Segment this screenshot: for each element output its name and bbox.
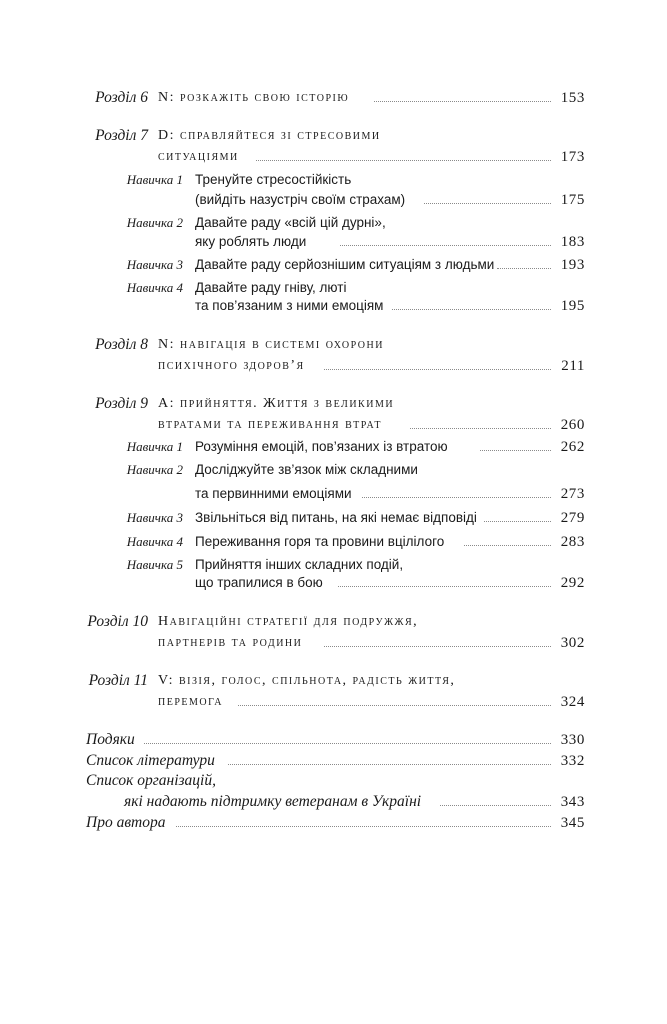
dot-leader (497, 268, 551, 269)
skill-label: Навичка 3 (126, 510, 183, 525)
page-number: 260 (560, 417, 585, 433)
skill-label: Навичка 2 (126, 215, 183, 230)
chapter-title-line-1: V: візія, голос, спільнота, радість життя, (158, 673, 456, 688)
dot-leader (228, 764, 551, 765)
skill-label: Навичка 1 (126, 439, 183, 454)
skill-title-line-2: що трапилися в бою (195, 575, 323, 590)
skill-label: Навичка 3 (126, 257, 183, 272)
dot-leader (440, 805, 551, 806)
toc-entry-chapter-9-cont[interactable] (0, 413, 667, 437)
skill-title: Давайте раду серйознішим ситуаціям з людьми (195, 257, 495, 272)
dot-leader (464, 545, 551, 546)
chapter-title-line-2: психічного здоров’я (158, 358, 305, 373)
chapter-title-line-1: D: справляйтеся зі стресовими (158, 128, 381, 143)
page-number: 195 (560, 298, 585, 314)
chapter-label: Розділ 9 (95, 395, 148, 412)
skill-title-line-2: та первинними емоціями (195, 486, 352, 501)
chapter-label: Розділ 8 (95, 336, 148, 353)
dot-leader (256, 160, 551, 161)
dot-leader (176, 826, 551, 827)
page-number: 183 (560, 234, 585, 250)
back-matter-title: Про автора (86, 814, 166, 831)
skill-label: Навичка 4 (126, 534, 183, 549)
skill-title-line-1: Давайте раду «всій цій дурні», (195, 215, 386, 230)
page-number: 302 (560, 635, 585, 651)
toc-skill-9-1[interactable] (0, 435, 667, 459)
chapter-title-line-2: втратами та переживання втрат (158, 417, 382, 432)
chapter-title-line-1: Навігаційні стратегії для подружжя, (158, 614, 419, 629)
dot-leader (480, 450, 551, 451)
chapter-title: N: розкажіть свою історію (158, 90, 350, 105)
back-matter-title: Подяки (86, 731, 135, 748)
chapter-title-line-2: партнерів та родини (158, 635, 303, 650)
chapter-label: Розділ 6 (95, 89, 148, 106)
skill-label: Навичка 4 (126, 280, 183, 295)
dot-leader (484, 521, 551, 522)
skill-label: Навичка 1 (126, 172, 183, 187)
skill-title: Переживання горя та провини вцілілого (195, 534, 445, 549)
toc-entry-about-author[interactable] (0, 811, 667, 835)
page-number: 193 (560, 257, 585, 273)
dot-leader (374, 101, 551, 102)
toc-skill-7-2-cont[interactable] (0, 230, 667, 254)
toc-entry-chapter-6[interactable] (0, 86, 667, 110)
skill-title-line-1: Прийняття інших складних подій, (195, 557, 404, 572)
page-number: 211 (561, 358, 585, 374)
back-matter-title-line-1: Список організацій, (86, 772, 216, 789)
dot-leader (362, 497, 551, 498)
page-number: 330 (560, 732, 585, 748)
toc-skill-9-3[interactable] (0, 506, 667, 530)
page-number: 343 (560, 794, 585, 810)
toc-skill-7-3[interactable] (0, 253, 667, 277)
page-number: 324 (560, 694, 585, 710)
back-matter-title-line-2: які надають підтримку ветеранам в Україні (124, 793, 422, 810)
skill-title-line-2: (вийдіть назустріч своїм страхам) (195, 192, 406, 207)
skill-title: Розуміння емоцій, пов’язаних із втратою (195, 439, 448, 454)
skill-title-line-1: Тренуйте стресостійкість (195, 172, 352, 187)
toc-entry-chapter-7-cont[interactable] (0, 145, 667, 169)
page-number: 262 (560, 439, 585, 455)
chapter-label: Розділ 11 (88, 672, 148, 689)
page-number: 283 (560, 534, 585, 550)
page-number: 345 (560, 815, 585, 831)
skill-title-line-2: яку роблять люди (195, 234, 307, 249)
toc-skill-9-5-cont[interactable] (0, 571, 667, 595)
back-matter-title: Список літератури (86, 752, 215, 769)
skill-title-line-1: Досліджуйте зв’язок між складними (195, 462, 418, 477)
toc-entry-chapter-11-cont[interactable] (0, 690, 667, 714)
chapter-title-line-1: N: навігація в системі охорони (158, 337, 384, 352)
dot-leader (424, 203, 551, 204)
page-number: 279 (560, 510, 585, 526)
chapter-label: Розділ 7 (95, 127, 148, 144)
dot-leader (340, 245, 551, 246)
page-number: 292 (560, 575, 585, 591)
dot-leader (324, 369, 551, 370)
page-number: 175 (560, 192, 585, 208)
chapter-title-line-1: A: прийняття. Життя з великими (158, 396, 395, 411)
dot-leader (338, 586, 551, 587)
toc-skill-9-2-cont[interactable] (0, 482, 667, 506)
toc-skill-7-1-cont[interactable] (0, 188, 667, 212)
skill-title: Звільніться від питань, на які немає відповіді (195, 510, 477, 525)
toc-skill-9-4[interactable] (0, 530, 667, 554)
skill-label: Навичка 5 (126, 557, 183, 572)
page-number: 153 (560, 90, 585, 106)
skill-label: Навичка 2 (126, 462, 183, 477)
toc-entry-chapter-10-cont[interactable] (0, 631, 667, 655)
page-number: 273 (560, 486, 585, 502)
page-number: 173 (560, 149, 585, 165)
toc-skill-7-4-cont[interactable] (0, 294, 667, 318)
page-number: 332 (560, 753, 585, 769)
chapter-title-line-2: перемога (158, 694, 224, 709)
toc-entry-chapter-8-cont[interactable] (0, 354, 667, 378)
skill-title-line-1: Давайте раду гніву, люті (195, 280, 347, 295)
dot-leader (324, 646, 551, 647)
skill-title-line-2: та пов’язаним з ними емоціям (195, 298, 384, 313)
toc-skill-9-2[interactable] (0, 458, 667, 482)
chapter-title-line-2: ситуаціями (158, 149, 239, 164)
dot-leader (238, 705, 551, 706)
dot-leader (392, 309, 551, 310)
dot-leader (144, 743, 551, 744)
chapter-label: Розділ 10 (87, 613, 148, 630)
dot-leader (410, 428, 551, 429)
